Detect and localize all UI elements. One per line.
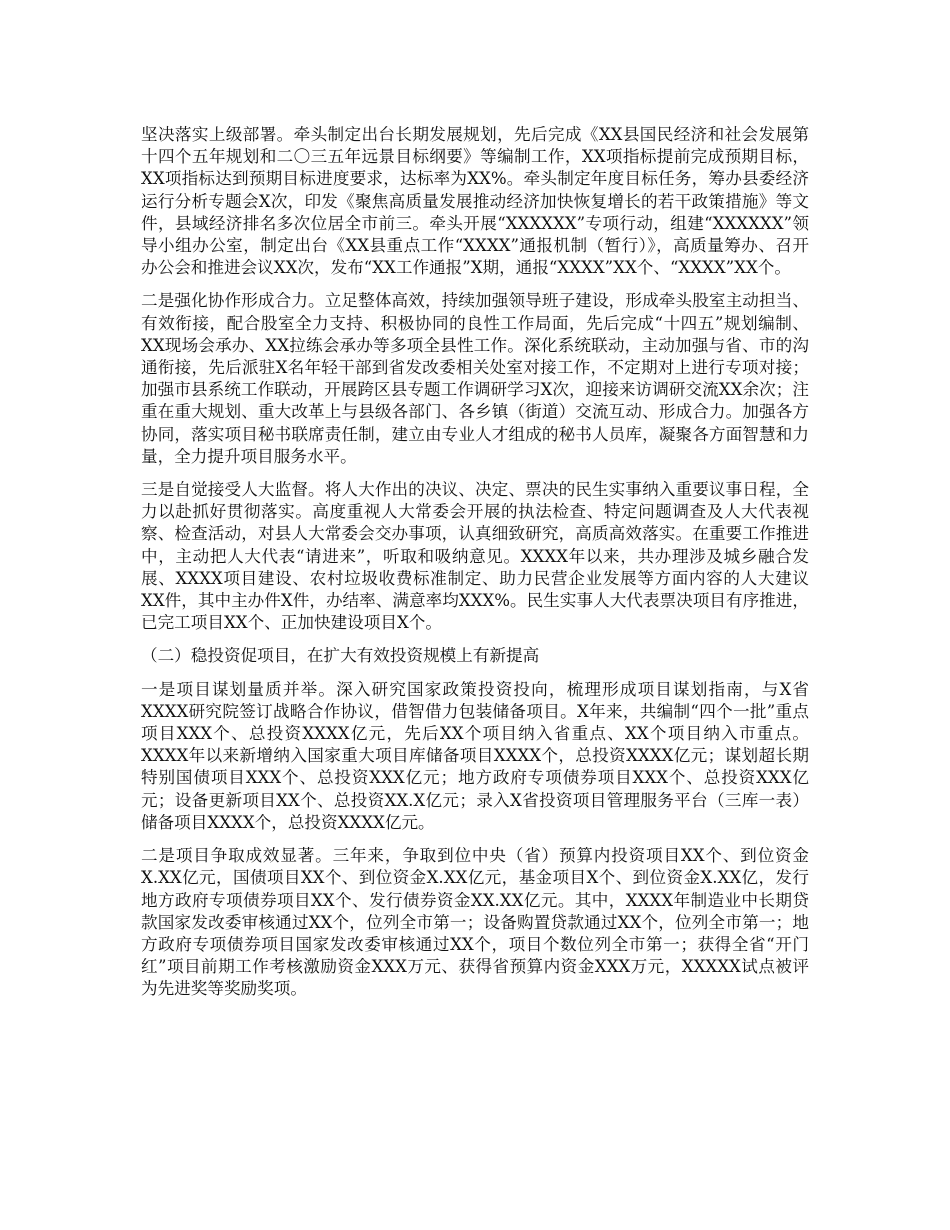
paragraph-implement-superior-deployment: 坚决落实上级部署。牵头制定出台长期发展规划，先后完成《XX县国民经济和社会发展第十四个五年规划和二〇三五年远景目标纲要》等编制工作，XX项指标提前完成预期目标，XX项指标达到预期目标进度要求，达标率为XX%。牵头制定年度目标任务，筹办县委经济运行分析专题会X次，印发《聚焦高质量发展推动经济加快恢复增长的若干政策措施》等文件，县域经济排名多次位居全市前三。牵头开展“XXXXXX”专项行动，组建“XXXXXX”领导小组办公室，制定出台《XX县重点工作“XXXX”通报机制（暂行）》，高质量筹办、召开办公会和推进会议XX次，发布“XX工作通报”X期，通报“XXXX”XX个、“XXXX”XX个。: [141, 125, 809, 278]
paragraph-project-funding: 二是项目争取成效显著。三年来，争取到位中央（省）预算内投资项目XX个、到位资金X.XX亿元，国债项目XX个、到位资金X.XX亿元，基金项目X个、到位资金X.XX亿，发行地方政府专项债券项目XX个、发行债券资金XX.XX亿元。其中，XXXX年制造业中长期贷款国家发改委审核通过XX个，位列全市第一；设备购置贷款通过XX个，位列全市第一；地方政府专项债券项目国家发改委审核通过XX个，项目个数位列全市第一；获得全省“开门红”项目前期工作考核激励资金XXX万元、获得省预算内资金XXX万元，XXXXX试点被评为先进奖等奖励奖项。: [141, 846, 809, 999]
paragraph-npc-supervision: 三是自觉接受人大监督。将人大作出的决议、决定、票决的民生实事纳入重要议事日程，全力以赴抓好贯彻落实。高度重视人大常委会开展的执法检查、特定问题调查及人大代表视察、检查活动，对县人大常委会交办事项，认真细致研究，高质高效落实。在重要工作推进中，主动把人大代表“请进来”，听取和吸纳意见。XXXX年以来，共办理涉及城乡融合发展、XXXX项目建设、农村垃圾收费标准制定、助力民营企业发展等方面内容的人大建议XX件，其中主办件X件，办结率、满意率均XXX%。民生实事人大代表票决项目有序推进，已完工项目XX个、正加快建设项目X个。: [141, 480, 809, 633]
section-heading-investment: （二）稳投资促项目，在扩大有效投资规模上有新提高: [141, 646, 540, 666]
paragraph-strengthen-collaboration: 二是强化协作形成合力。立足整体高效，持续加强领导班子建设，形成牵头股室主动担当、有效衔接，配合股室全力支持、积极协同的良性工作局面，先后完成“十四五”规划编制、XX现场会承办、XX拉练会承办等多项全县性工作。深化系统联动，主动加强与省、市的沟通衔接，先后派驻X名年轻干部到省发改委相关处室对接工作，不定期对上进行专项对接；加强市县系统工作联动，开展跨区县专题工作调研学习X次，迎接来访调研交流XX余次；注重在重大规划、重大改革上与县级各部门、各乡镇（街道）交流互动、形成合力。加强各方协同，落实项目秘书联席责任制，建立由专业人才组成的秘书人员库，凝聚各方面智慧和力量，全力提升项目服务水平。: [141, 291, 809, 466]
paragraph-project-planning: 一是项目谋划量质并举。深入研究国家政策投资投向，梳理形成项目谋划指南，与X省XXXX研究院签订战略合作协议，借智借力包装储备项目。X年来，共编制“四个一批”重点项目XXX个、总投资XXXX亿元，先后XX个项目纳入省重点、XX个项目纳入市重点。XXXX年以来新增纳入国家重大项目库储备项目XXXX个，总投资XXXX亿元；谋划超长期特别国债项目XXX个、总投资XXX亿元；地方政府专项债券项目XXX个、总投资XXX亿元；设备更新项目XX个、总投资XX.X亿元；录入X省投资项目管理服务平台（三库一表）储备项目XXXX个，总投资XXXX亿元。: [141, 679, 809, 832]
document-page: [141, 124, 809, 1012]
